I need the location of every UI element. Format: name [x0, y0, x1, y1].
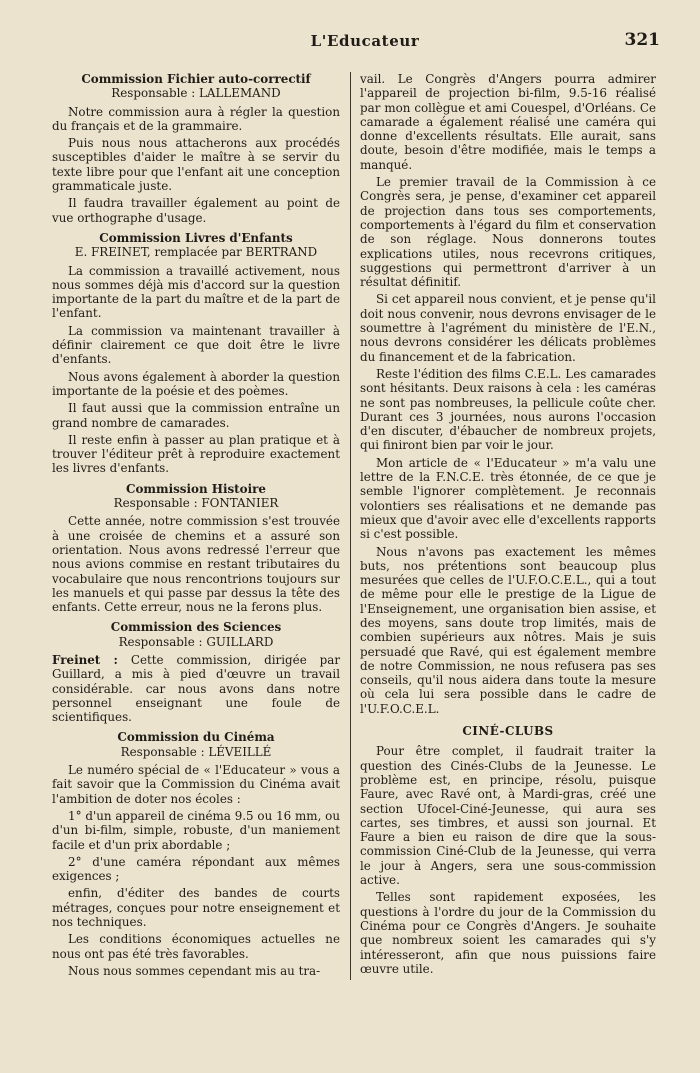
paragraph: Il reste enfin à passer au plan pratique et à trouver l'éditeur prêt à reproduire exactement les livres d'enfants.	[52, 432, 340, 476]
section-title-histoire: Commission Histoire	[126, 481, 266, 496]
section-responsable-fichier: Responsable : LALLEMAND	[111, 86, 281, 101]
paragraph: Les conditions économiques actuelles ne nous ont pas été très favorables.	[52, 932, 340, 961]
page-header	[70, 32, 660, 58]
paragraph: Pour être complet, il faudrait traiter la question des Cinés-Clubs de la Jeunesse. Le problème est, en principe, résolu, puisque Faure, avec Ravé ont, à Mardi-gras, créé une section Ufocel-Ciné-Jeunesse, qui aura ses cartes, ses timbres, et aussi son journal. Et Faure a bien eu raison de dire que la sous-commission Ciné-Club de la Jeunesse, qui verra le jour à Angers, sera une sous-commission active.	[360, 744, 656, 888]
paragraph: Puis nous nous attacherons aux procédés susceptibles d'aider le maître à se servir du texte libre pour que l'enfant ait une conception grammaticale juste.	[52, 136, 340, 194]
paragraph: 1° d'un appareil de cinéma 9.5 ou 16 mm, ou d'un bi-film, simple, robuste, d'un maniement facile et d'un prix abordable ;	[52, 808, 340, 852]
section-responsable-cinema: Responsable : LÉVEILLÉ	[120, 744, 272, 759]
paragraph: Notre commission aura à régler la question du français et de la grammaire.	[52, 104, 340, 133]
paragraph: Il faut aussi que la commission entraîne un grand nombre de camarades.	[52, 401, 340, 430]
right-column	[360, 72, 656, 979]
paragraph: Nous n'avons pas exactement les mêmes buts, nos prétentions sont beaucoup plus mesurées que celles de l'U.F.O.C.E.L., qui a tout de même pour elle le prestige de la Ligue de l'Enseignement, une organisation bien assise, et des moyens, sans doute trop limités, mais de combien supérieurs aux nôtres. Mais je suis persuadé que Ravé, qui est également membre de notre Commission, ne nous refusera pas ses conseils, qu'il nous aidera dans toute la mesure où cela lui sera possible dans le cadre de l'U.F.O.C.E.L.	[360, 544, 656, 716]
paragraph: La commission va maintenant travailler à définir clairement ce que doit être le livre d'enfants.	[52, 323, 340, 367]
paragraph-text: Cette commission, dirigée par Guillard, a mis à pied d'œuvre un travail considérable. car nous avons dans notre personnel enseignant une foule de scientifiques.	[52, 652, 341, 725]
speaker-lead: Freinet :	[52, 652, 118, 667]
journal-name: L'Educateur	[310, 32, 420, 50]
section-title-cinema: Commission du Cinéma	[117, 730, 275, 745]
section-title-fichier: Commission Fichier auto-correctif	[81, 72, 311, 86]
paragraph: Reste l'édition des films C.E.L. Les camarades sont hésitants. Deux raisons à cela : les caméras ne sont pas nombreuses, la pellicule coûte cher. Durant ces 3 journées, nous aurons l'occasion d'en discuter, d'ébaucher de nombreux projets, qui finiront bien par voir le jour.	[360, 366, 656, 453]
section-responsable-sciences: Responsable : GUILLARD	[118, 634, 274, 649]
paragraph: 2° d'une caméra répondant aux mêmes exigences ;	[52, 854, 340, 884]
paragraph: Il faudra travailler également au point de vue orthographe d'usage.	[52, 196, 340, 225]
paragraph: Si cet appareil nous convient, et je pense qu'il doit nous convenir, nous devrons envisager de le soumettre à l'agrément du ministère de l'E.N., nous devrons considérer les délicats problèmes du financement et de la fabrication.	[360, 292, 656, 364]
paragraph: Nous avons également à aborder la question importante de la poésie et des poèmes.	[52, 369, 340, 398]
left-column	[52, 72, 340, 981]
paragraph: Le premier travail de la Commission à ce Congrès sera, je pense, d'examiner cet appareil de projection dans tous ses comportements, comportements à l'égard du film et conservation de son réglage. Nous donnerons toutes explications utiles, nous recevrons critiques, suggestions qui permettront d'arriver à un résultat définitif.	[360, 175, 656, 290]
paragraph: vail. Le Congrès d'Angers pourra admirer l'appareil de projection bi-film, 9.5-16 réalisé par mon collègue et ami Couespel, d'Orléans. Ce camarade a également réalisé une caméra qui donne d'excellents résultats. Elle aurait, sans doute, besoin d'être modifiée, mais le temps a manqué.	[360, 72, 656, 172]
page-number: 321	[624, 30, 660, 50]
section-title-cine-clubs: CINÉ-CLUBS	[462, 724, 554, 739]
paragraph: Nous nous sommes cependant mis au tra-	[68, 963, 321, 978]
paragraph: Cette année, notre commission s'est trouvée à une croisée de chemins et a assuré son orientation. Nous avons redressé l'erreur que nous avions commise en restant tributaires du vocabulaire que nous rencontrions toujours sur les manuels et qui passe par dessus la tête des enfants. Cette erreur, nous ne la ferons plus.	[52, 514, 340, 615]
section-responsable-livres: E. FREINET, remplacée par BERTRAND	[74, 245, 318, 260]
section-title-sciences: Commission des Sciences	[110, 620, 282, 635]
paragraph-sciences	[52, 653, 340, 724]
paragraph: enfin, d'éditer des bandes de courts métrages, conçues pour notre enseignement et nos techniques.	[52, 886, 340, 930]
paragraph: Telles sont rapidement exposées, les questions à l'ordre du jour de la Commission du Cinéma pour ce Congrès d'Angers. Je souhaite que nombreux soient les camarades qui s'y intéresseront, afin que nous puissions faire œuvre utile.	[360, 890, 656, 976]
paragraph: Mon article de « l'Educateur » m'a valu une lettre de la F.N.C.E. très étonnée, de ce que je semble l'ignorer complètement. Je reconnais volontiers ses réalisations et ne demande pas mieux que d'avoir avec elle d'excellents rapports si c'est possible.	[360, 455, 656, 542]
section-title-livres: Commission Livres d'Enfants	[99, 230, 293, 245]
column-divider	[350, 72, 351, 980]
paragraph: Le numéro spécial de « l'Educateur » vous a fait savoir que la Commission du Cinéma avait l'ambition de doter nos écoles :	[52, 763, 340, 806]
section-responsable-histoire: Responsable : FONTANIER	[113, 496, 279, 511]
paragraph: La commission a travaillé activement, nous nous sommes déjà mis d'accord sur la question importante de la part du maître et de la part de l'enfant.	[52, 263, 340, 321]
